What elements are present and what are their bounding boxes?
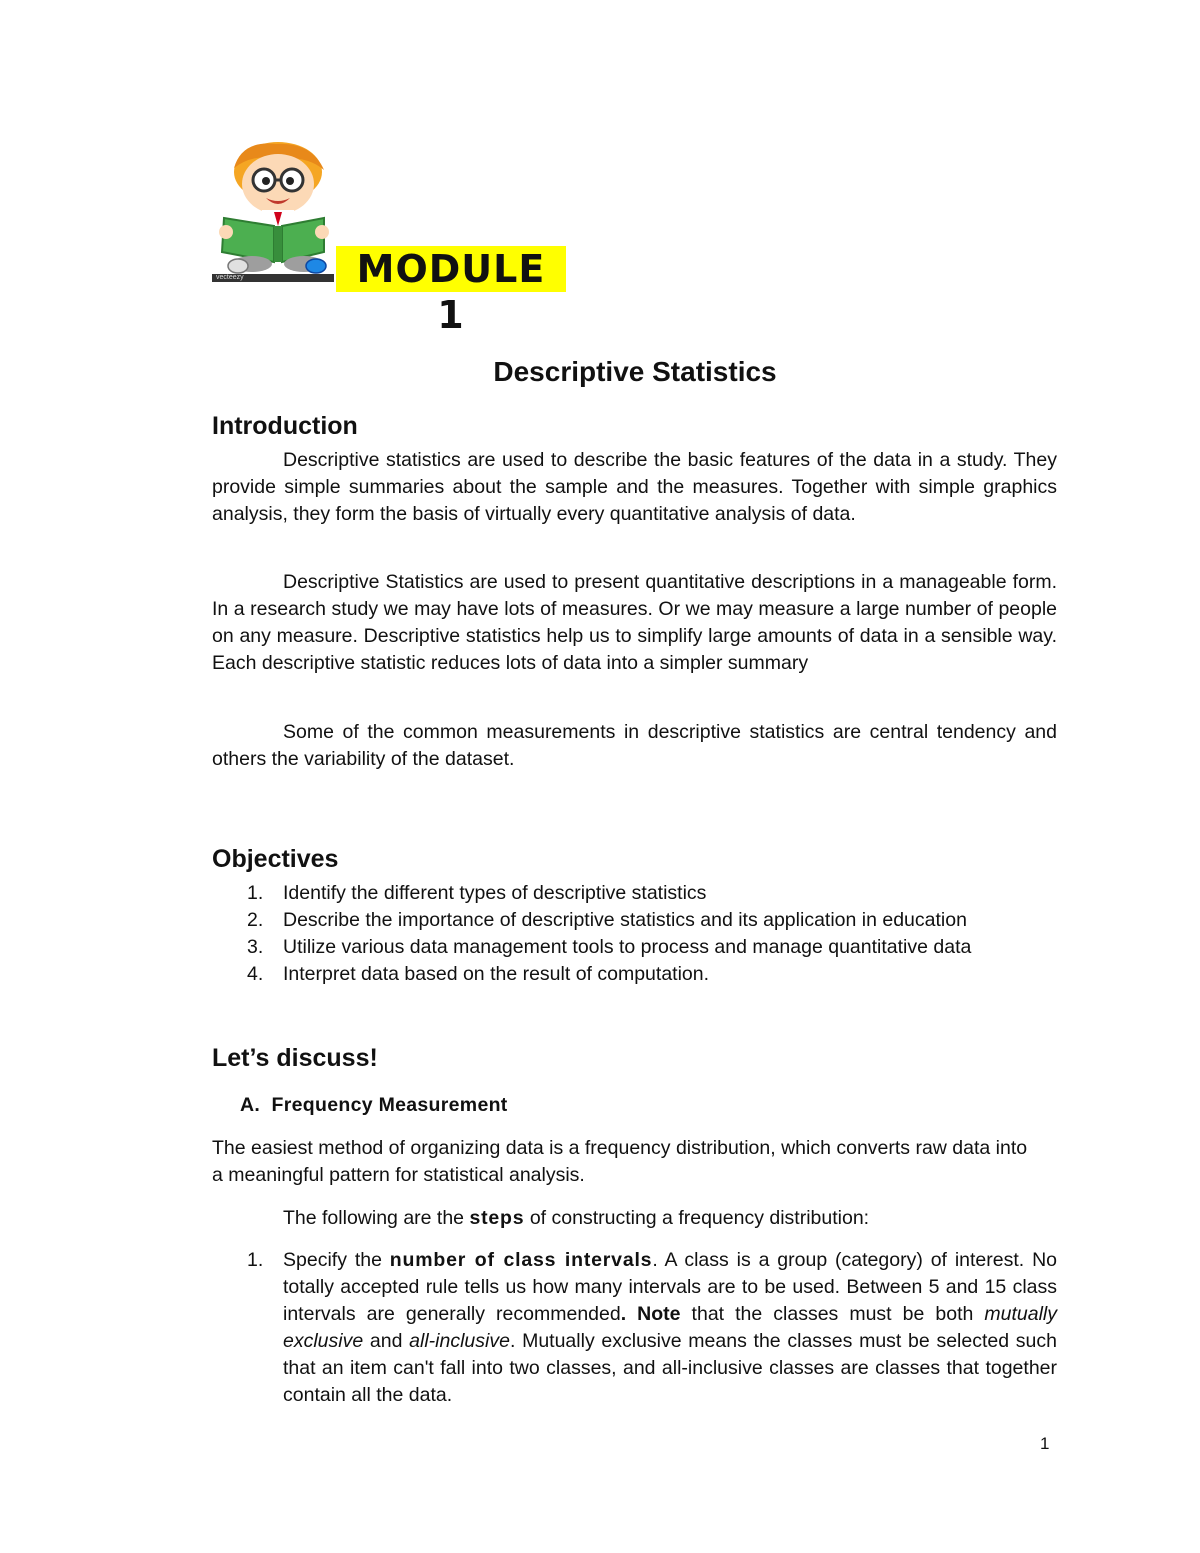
list-item-number: 2. xyxy=(247,909,264,931)
page-title: Descriptive Statistics xyxy=(493,356,777,387)
page-number: 1 xyxy=(1040,1434,1050,1453)
steps-intro-after: of constructing a frequency distribution: xyxy=(524,1207,870,1229)
step-bold-2: . Note xyxy=(620,1303,681,1325)
list-item xyxy=(212,880,1057,907)
objectives-heading: Objectives xyxy=(212,845,339,873)
discuss-intro-paragraph: The easiest method of organizing data is a frequency distribution, which converts raw data into a meaningful pattern for statistical analysis. xyxy=(212,1137,1028,1186)
intro-paragraph-1: Descriptive statistics are used to describe the basic features of the data in a study. They provide simple summaries about the sample and the measures. Together with simple graphics analysis, they form the basis of virtually every quantitative analysis of data. xyxy=(212,449,1057,525)
step-text-1: Specify the xyxy=(283,1249,390,1271)
reading-boy-illustration xyxy=(212,140,334,282)
list-item-text: Identify the different types of descriptive statistics xyxy=(283,882,707,904)
list-item-number: 1. xyxy=(247,882,264,904)
list-item-number: 4. xyxy=(247,963,264,985)
steps-intro xyxy=(212,1205,1057,1232)
step-italic-1: mutually exclusive xyxy=(283,1303,1058,1352)
objectives-list xyxy=(212,880,1057,988)
steps-list xyxy=(212,1247,1057,1409)
steps-intro-before: The following are the xyxy=(283,1207,470,1229)
list-item xyxy=(212,961,1057,988)
intro-paragraph-3: Some of the common measurements in descriptive statistics are central tendency and others the variability of the dataset. xyxy=(212,721,1057,770)
module-label: MODULE 1 xyxy=(336,246,566,292)
step-text-3: that the classes must be both xyxy=(680,1303,985,1325)
list-item xyxy=(212,907,1057,934)
section-letter: A. xyxy=(240,1094,261,1116)
discuss-heading: Let’s discuss! xyxy=(212,1044,378,1072)
steps-intro-bold: steps xyxy=(469,1207,525,1229)
step-text-4: and xyxy=(363,1330,410,1352)
step-italic-2: all-inclusive xyxy=(409,1330,510,1352)
list-item-text: Describe the importance of descriptive statistics and its application in education xyxy=(283,909,967,931)
section-title: Frequency Measurement xyxy=(271,1094,508,1116)
list-item-text: Utilize various data management tools to process and manage quantitative data xyxy=(283,936,972,958)
step-text-2: . A class is a group (category) of interest. No totally accepted rule tells us how many intervals are to be used. Between 5 and 15 class intervals are generally recommended xyxy=(283,1249,1057,1325)
illustration-caption: vecteezy xyxy=(216,274,244,281)
section-a-heading xyxy=(240,1094,508,1117)
step-text-5: . Mutually exclusive means the classes must be selected such that an item can't fall into two classes, and all-inclusive classes are classes that together contain all the data. xyxy=(283,1330,1057,1406)
list-item-number: 3. xyxy=(247,936,264,958)
introduction-heading: Introduction xyxy=(212,412,358,440)
list-item xyxy=(212,1247,1057,1409)
reading-boy-icon xyxy=(212,140,334,282)
list-item xyxy=(212,934,1057,961)
step-bold-1: number of class intervals xyxy=(389,1249,653,1271)
list-item-number: 1. xyxy=(247,1249,264,1271)
intro-paragraph-2: Descriptive Statistics are used to present quantitative descriptions in a manageable form. In a research study we may have lots of measures. Or we may measure a large number of people on any measure. Descriptive statistics help us to simplify large amounts of data in a sensible way. Each descriptive statistic reduces lots of data into a simpler summary xyxy=(212,571,1057,674)
list-item-text: Interpret data based on the result of computation. xyxy=(283,963,710,985)
